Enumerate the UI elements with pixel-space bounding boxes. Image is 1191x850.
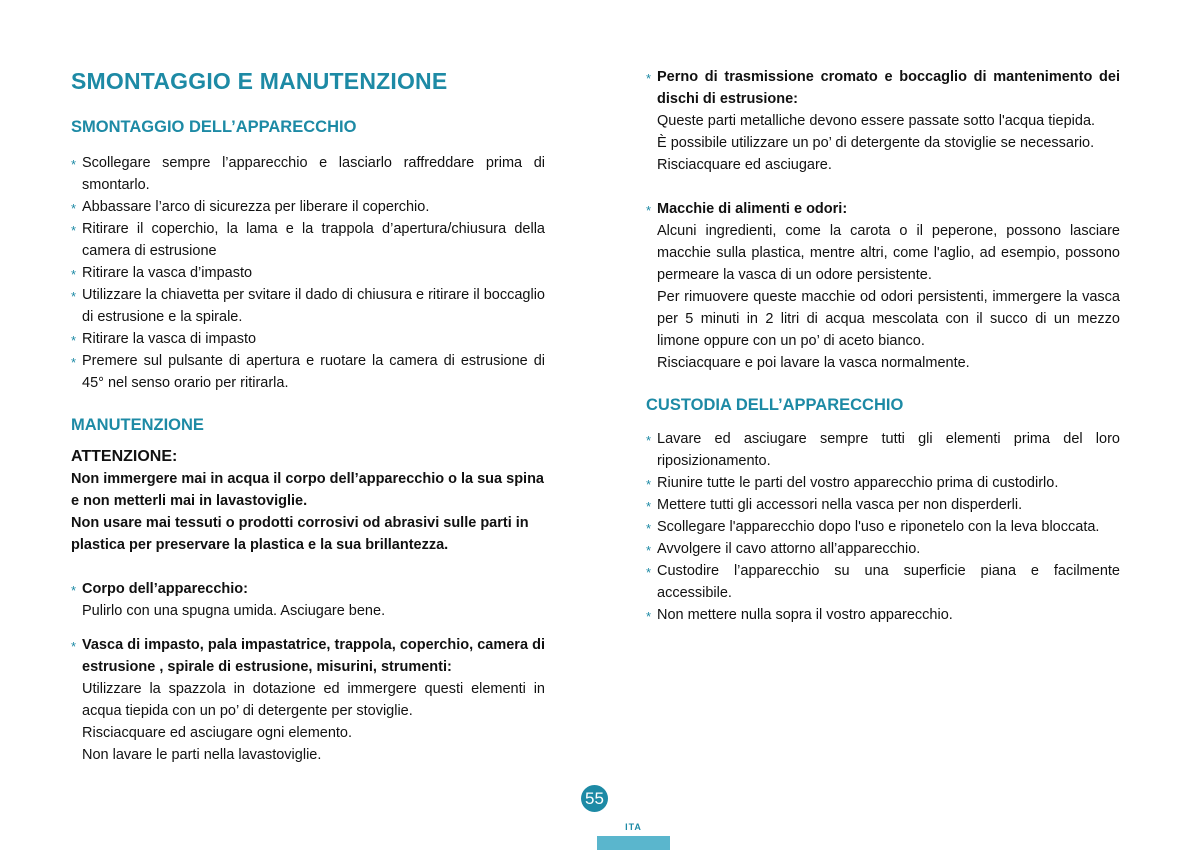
list-item [71,634,545,766]
bowl-title: Vasca di impasto, pala impastatrice, trappola, coperchio, camera di estrusione , spirale di estrusione, misurini, strumenti: [82,637,545,675]
stains-text-2: Per rimuovere queste macchie od odori persistenti, immergere la vasca per 5 minuti in 2 litri di acqua mescolata con il succo di un mezzo limone oppure con un po’ di aceto bianco. [657,289,1120,349]
asterisk-bullet-icon: * [646,477,652,492]
body-text: Pulirlo con una spugna umida. Asciugare bene. [82,603,386,619]
asterisk-bullet-icon: * [71,157,77,172]
bowl-text-1: Utilizzare la spazzola in dotazione ed immergere questi elementi in acqua tiepida con un po’ di detergente per stoviglie. [82,681,545,719]
page-title: SMONTAGGIO E MANUTENZIONE [71,68,448,94]
asterisk-bullet-icon: * [71,267,77,282]
asterisk-bullet-icon: * [646,499,652,514]
body-care-section [71,578,545,622]
asterisk-bullet-icon: * [71,355,77,370]
storage-steps [646,428,1120,626]
asterisk-bullet-icon: * [646,433,652,448]
list-item: * Ritirare la vasca di impasto [71,328,545,350]
list-item: * Premere sul pulsante di apertura e ruotare la camera di estrusione di 45° nel senso orario per ritirarla. [71,353,545,391]
list-item: * Ritirare la vasca d’impasto [71,262,545,284]
attention-warning-2: Non usare mai tessuti o prodotti corrosivi od abrasivi sulle parti in plastica per preservare la plastica e la sua brillantezza. [71,515,529,553]
pin-title: Perno di trasmissione cromato e boccaglio di mantenimento dei dischi di estrusione: [657,69,1120,107]
pin-text-1: Queste parti metalliche devono essere passate sotto l'acqua tiepida. [657,113,1096,129]
disassembly-heading: SMONTAGGIO DELL’APPARECCHIO [71,118,357,136]
list-item [71,578,545,622]
asterisk-bullet-icon: * [646,609,652,624]
list-item [646,198,1120,374]
left-column [71,62,545,766]
bowl-text-3: Non lavare le parti nella lavastoviglie. [82,747,322,763]
list-item: * Utilizzare la chiavetta per svitare il dado di chiusura e ritirare il boccaglio di estrusione e la spirale. [71,287,545,325]
asterisk-bullet-icon: * [71,201,77,216]
attention-title: ATTENZIONE: [71,448,178,465]
list-item: * Scollegare l'apparecchio dopo l'uso e riponetelo con la leva bloccata. [646,516,1120,538]
list-item: * Avvolgere il cavo attorno all’apparecchio. [646,538,1120,560]
asterisk-bullet-icon: * [71,333,77,348]
list-item: * Scollegare sempre l’apparecchio e lasciarlo raffreddare prima di smontarlo. [71,155,545,193]
page-number-badge: 55 [581,785,608,812]
bowl-care-section [71,634,545,766]
asterisk-bullet-icon: * [71,223,77,238]
stains-text-1: Alcuni ingredienti, come la carota o il peperone, possono lasciare macchie sulla plastica, mentre altri, come l'aglio, ad esempio, possono permeare la vasca di un odore persistente. [657,223,1120,283]
asterisk-bullet-icon: * [646,543,652,558]
stains-section [646,198,1120,374]
asterisk-bullet-icon: * [646,71,652,86]
asterisk-bullet-icon: * [71,289,77,304]
attention-warning-1: Non immergere mai in acqua il corpo dell’apparecchio o la sua spina e non metterli mai in lavastoviglie. [71,471,544,509]
list-item: * Custodire l’apparecchio su una superficie piana e facilmente accessibile. [646,563,1120,601]
list-item [646,66,1120,176]
language-label: ITA [625,822,642,832]
stains-text-3: Risciacquare e poi lavare la vasca normalmente. [657,355,970,371]
asterisk-bullet-icon: * [646,565,652,580]
asterisk-bullet-icon: * [646,203,652,218]
list-item: * Non mettere nulla sopra il vostro apparecchio. [646,604,1120,626]
list-item: * Riunire tutte le parti del vostro apparecchio prima di custodirlo. [646,472,1120,494]
list-item: * Ritirare il coperchio, la lama e la trappola d’apertura/chiusura della camera di estrusione [71,221,545,259]
maintenance-heading: MANUTENZIONE [71,416,204,434]
bowl-text-2: Risciacquare ed asciugare ogni elemento. [82,725,353,741]
stains-title: Macchie di alimenti e odori: [657,201,848,217]
list-item: * Lavare ed asciugare sempre tutti gli elementi prima del loro riposizionamento. [646,431,1120,469]
right-column [646,66,1120,626]
asterisk-bullet-icon: * [71,639,77,654]
disassembly-steps [71,152,545,394]
asterisk-bullet-icon: * [71,583,77,598]
asterisk-bullet-icon: * [646,521,652,536]
body-title: Corpo dell’apparecchio: [82,581,248,597]
pin-care-section [646,66,1120,176]
pin-text-2: È possibile utilizzare un po’ di detergente da stoviglie se necessario. [657,135,1095,151]
list-item: * Mettere tutti gli accessori nella vasca per non disperderli. [646,494,1120,516]
list-item: * Abbassare l’arco di sicurezza per liberare il coperchio. [71,196,545,218]
language-bar [597,836,670,850]
pin-text-3: Risciacquare ed asciugare. [657,157,832,173]
storage-heading: CUSTODIA DELL’APPARECCHIO [646,396,904,414]
